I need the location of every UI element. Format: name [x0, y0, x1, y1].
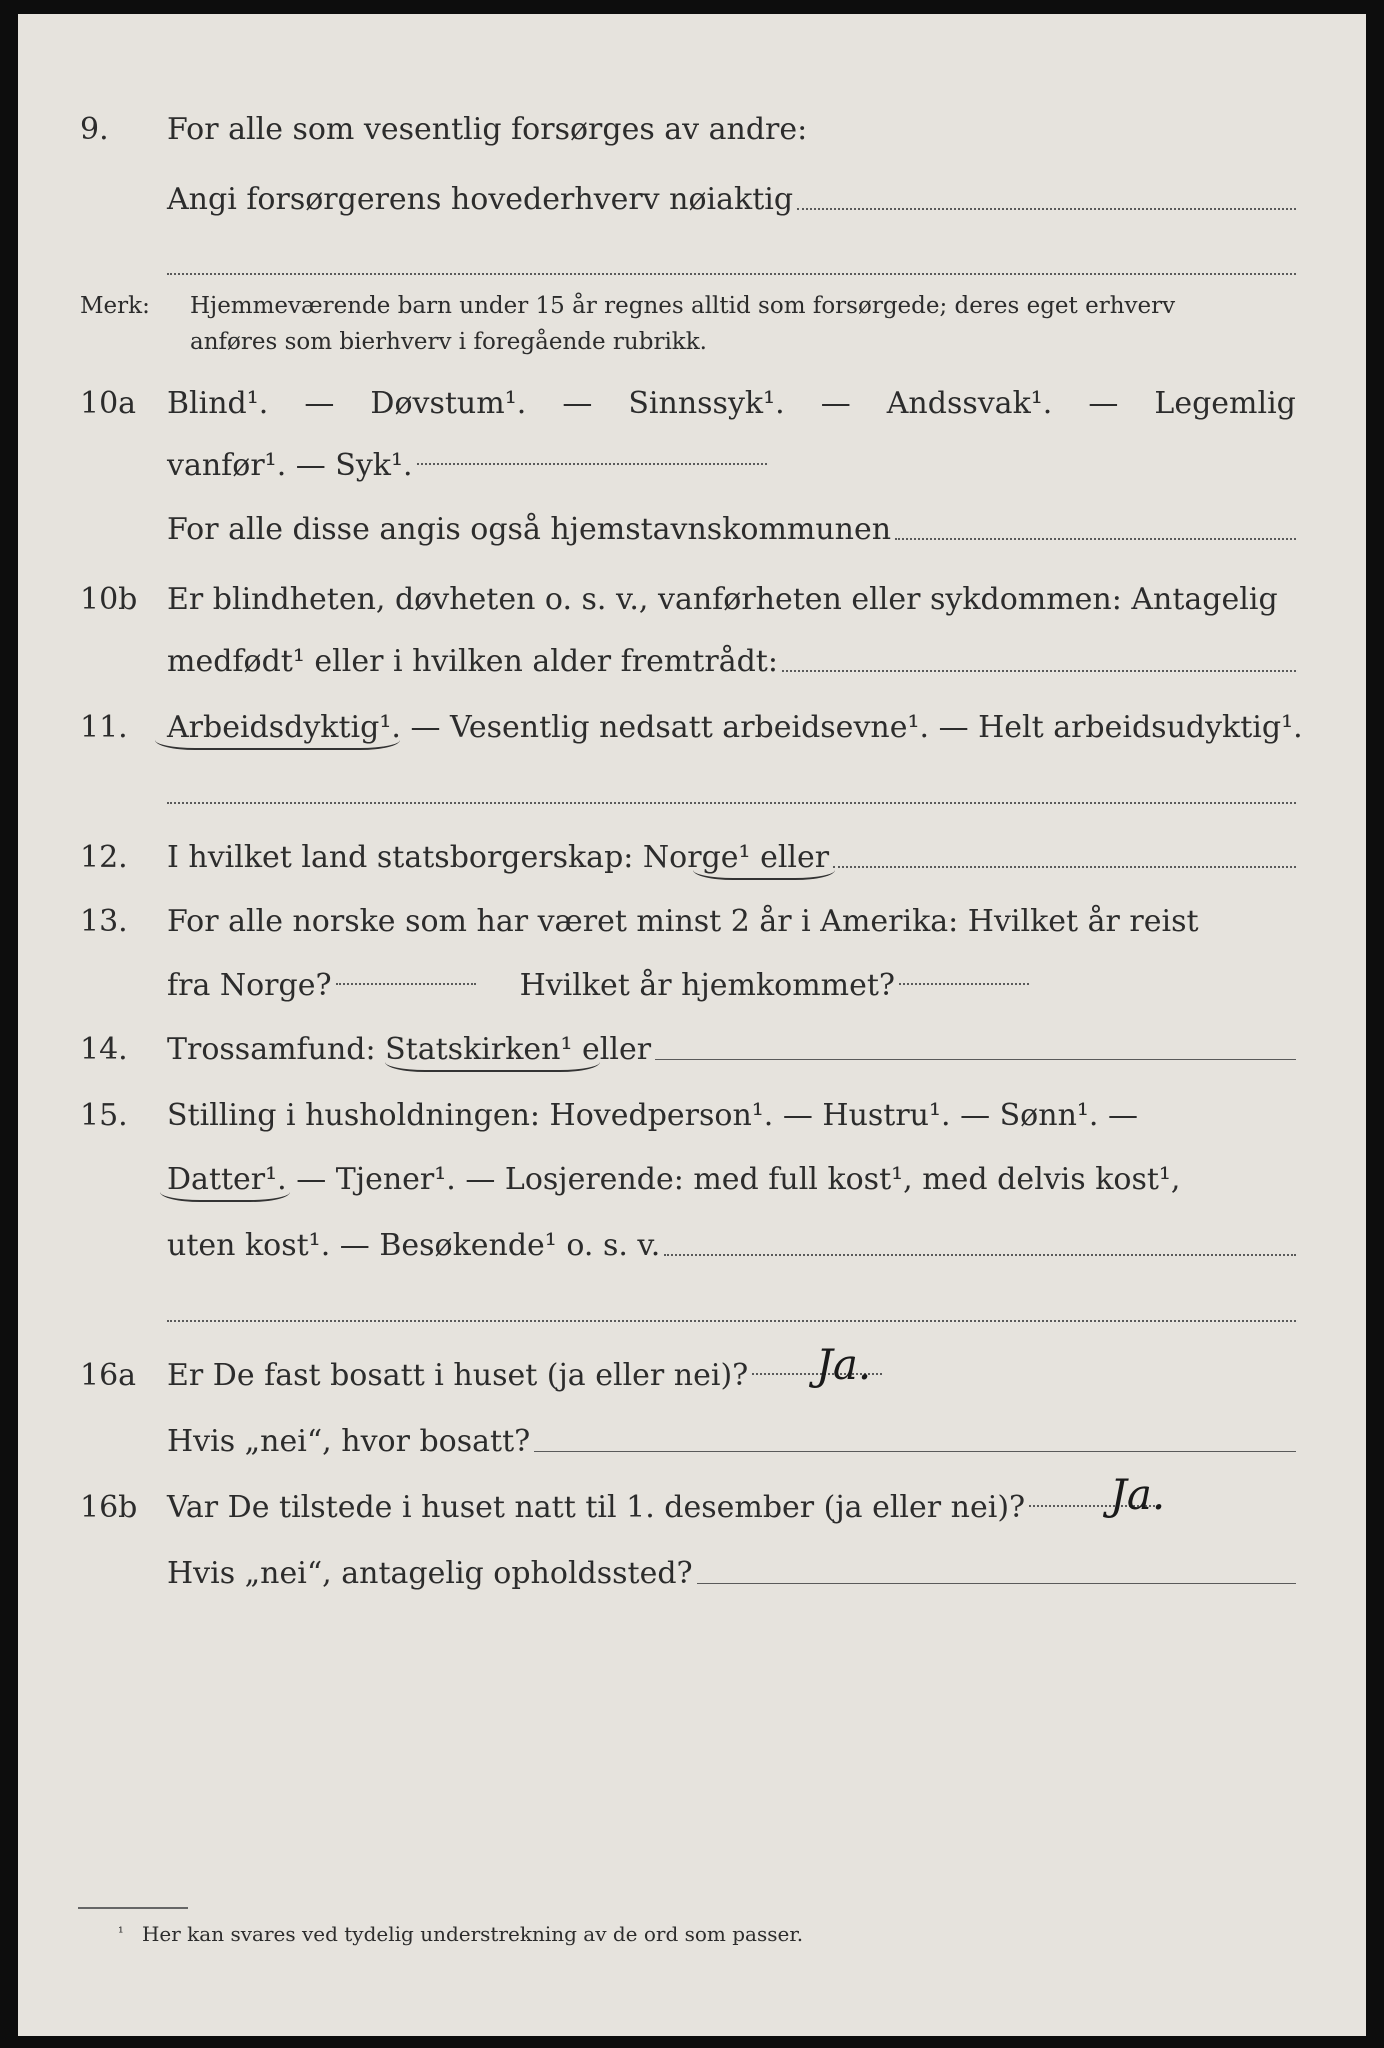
merk-line1: Hjemmeværende barn under 15 år regnes alltid som forsørgede; deres eget erhverv	[190, 293, 1176, 319]
q10a-number: 10a	[80, 386, 137, 421]
footnote-text: Her kan svares ved tydelig understrekning av de ord som passer.	[141, 1922, 804, 1946]
q11-underline-arbeidsdyktig	[155, 738, 400, 750]
q14-answer-line[interactable]	[655, 1059, 1296, 1060]
q13-number: 13.	[80, 904, 128, 939]
q13-hjem-label: Hvilket år hjemkommet?	[519, 968, 896, 1003]
q16a-handwritten-answer: Ja.	[816, 1340, 872, 1389]
q10a-option: —	[304, 386, 335, 421]
q9-text: For alle som vesentlig forsørges av andre:	[167, 112, 808, 147]
q16b-line1	[0, 1486, 1384, 1530]
q9-number: 9.	[80, 112, 109, 147]
q16a-number: 16a	[80, 1358, 137, 1393]
q16b-handwritten-answer: Ja.	[1110, 1470, 1166, 1519]
q10a-option: —	[820, 386, 851, 421]
q9-answer-line[interactable]	[797, 208, 1296, 210]
q16a-text: Er De fast bosatt i huset (ja eller nei)?	[167, 1358, 749, 1393]
q10a-line1	[0, 382, 1384, 426]
q12-number: 12.	[80, 840, 128, 875]
q9-line2	[0, 178, 1384, 222]
q10b-line1	[0, 578, 1384, 622]
q16a-line1	[0, 1354, 1384, 1398]
q12-underline-norge	[693, 868, 835, 880]
q10a-text-3: For alle disse angis også hjemstavnskommunen	[167, 512, 892, 547]
q12-line1	[0, 836, 1384, 880]
q10a-option: Døvstum¹.	[370, 386, 527, 421]
q10a-option: Sinnssyk¹.	[628, 386, 785, 421]
q15-text: Stilling i husholdningen: Hovedperson¹. — Hustru¹. — Sønn¹. —	[167, 1098, 1138, 1133]
q10a-text-2: vanfør¹. — Syk¹.	[167, 448, 413, 483]
q10b-number: 10b	[80, 582, 138, 617]
q10b-line2	[0, 640, 1384, 684]
q12-answer-line[interactable]	[833, 866, 1296, 868]
merk-line2: anføres som bierhverv i foregående rubrikk.	[190, 329, 707, 355]
q10a-option: Andssvak¹.	[886, 386, 1053, 421]
q11-answer-line[interactable]	[167, 802, 1296, 804]
q14-number: 14.	[80, 1032, 128, 1067]
q16a-text-2: Hvis „nei“, hvor bosatt?	[167, 1424, 531, 1459]
q9-prompt: Angi forsørgerens hovederhverv nøiaktig	[167, 182, 794, 217]
q13-reist-line[interactable]	[336, 983, 476, 985]
q16a-bosatt-line[interactable]	[534, 1451, 1296, 1452]
q11-text: Arbeidsdyktig¹. — Vesentlig nedsatt arbeidsevne¹. — Helt arbeidsudyktig¹.	[167, 710, 1303, 745]
q10a-option: —	[562, 386, 593, 421]
q15-text-2: Datter¹. — Tjener¹. — Losjerende: med full kost¹, med delvis kost¹,	[167, 1162, 1181, 1197]
q15-answer-line[interactable]	[664, 1254, 1296, 1256]
q12-text: I hvilket land statsborgerskap: Norge¹ eller	[167, 840, 830, 875]
q13-line1	[0, 900, 1384, 944]
q11-number: 11.	[80, 710, 128, 745]
q15-text-3: uten kost¹. — Besøkende¹ o. s. v.	[167, 1228, 661, 1263]
q15-answer-line-2[interactable]	[167, 1320, 1296, 1322]
q14-line1	[0, 1028, 1384, 1072]
q13-line2	[0, 964, 1384, 1008]
q16b-opholdssted-line[interactable]	[697, 1583, 1296, 1584]
footnote	[118, 1922, 803, 1946]
footnote-rule	[78, 1907, 188, 1909]
q13-hjem-line[interactable]	[899, 983, 1029, 985]
q10a-option: Legemlig	[1154, 386, 1296, 421]
q16b-text-2: Hvis „nei“, antagelig opholdssted?	[167, 1556, 693, 1591]
merk-label: Merk:	[80, 293, 150, 319]
q16a-line2	[0, 1420, 1384, 1464]
q13-reist-label: fra Norge?	[167, 968, 332, 1003]
q10b-text: Er blindheten, døvheten o. s. v., vanførheten eller sykdommen: Antagelig	[167, 582, 1278, 617]
q10b-text-2: medfødt¹ eller i hvilken alder fremtrådt:	[167, 644, 778, 679]
q15-number: 15.	[80, 1098, 128, 1133]
q10a-syk-line[interactable]	[417, 463, 767, 465]
q9-answer-line-2[interactable]	[167, 273, 1296, 275]
q15-line1	[0, 1094, 1384, 1138]
q10a-option: —	[1088, 386, 1119, 421]
q14-underline-statskirken	[385, 1060, 600, 1072]
q10a-line3	[0, 508, 1384, 552]
q10a-line2	[0, 444, 1384, 488]
q10b-answer-line[interactable]	[782, 670, 1296, 672]
q16b-number: 16b	[80, 1490, 138, 1525]
q15-underline-datter	[160, 1190, 290, 1202]
q16b-line2	[0, 1552, 1384, 1596]
q10a-option: Blind¹.	[167, 386, 269, 421]
q14-text: Trossamfund: Statskirken¹ eller	[167, 1032, 652, 1067]
q10a-options	[167, 382, 1296, 426]
footnote-mark: ¹	[118, 1925, 124, 1941]
q16b-text: Var De tilstede i huset natt til 1. desember (ja eller nei)?	[167, 1490, 1026, 1525]
q10a-kommune-line[interactable]	[895, 538, 1296, 540]
q9-line1	[0, 108, 1384, 152]
q13-text: For alle norske som har været minst 2 år i Amerika: Hvilket år reist	[167, 904, 1199, 939]
q15-line3	[0, 1224, 1384, 1268]
